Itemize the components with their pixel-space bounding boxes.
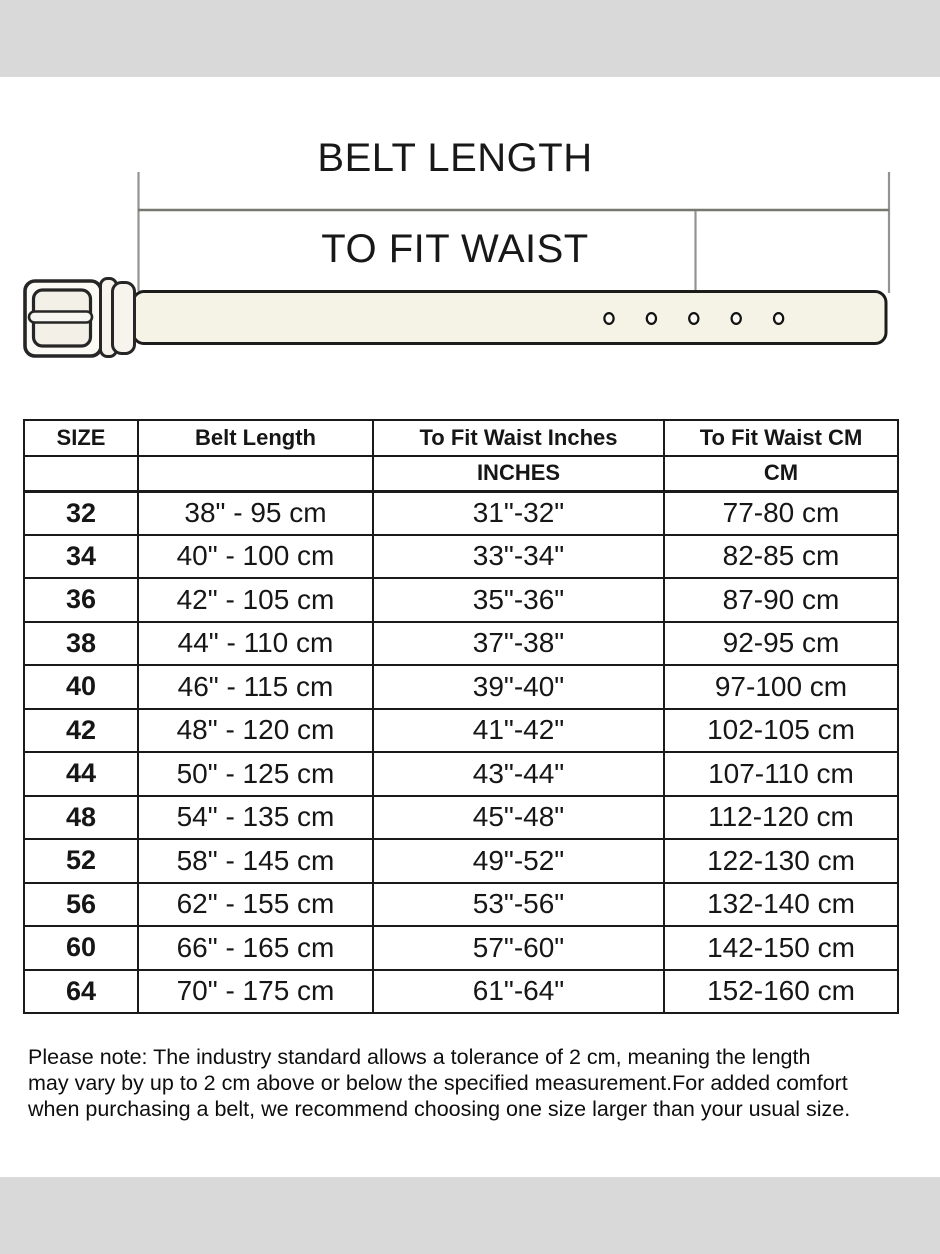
table-row: [24, 796, 898, 840]
table-row: [24, 970, 898, 1014]
size-cell: 42: [24, 709, 138, 753]
size-cell: 44: [24, 752, 138, 796]
belt-length-cell: 70" - 175 cm: [138, 970, 373, 1014]
belt-length-cell: 38" - 95 cm: [138, 491, 373, 535]
table-row: [24, 578, 898, 622]
size-cell: 48: [24, 796, 138, 840]
waist-cm-cell: 92-95 cm: [664, 622, 898, 666]
header-size: SIZE: [24, 420, 138, 456]
size-table-body: [24, 491, 898, 1013]
size-cell: 56: [24, 883, 138, 927]
waist-cm-cell: 77-80 cm: [664, 491, 898, 535]
waist-inches-cell: 33"-34": [373, 535, 664, 579]
belt-hole: [732, 313, 741, 324]
waist-inches-cell: 61"-64": [373, 970, 664, 1014]
table-subheader-row: [24, 456, 898, 491]
header-waist-cm: To Fit Waist CM: [664, 420, 898, 456]
size-cell: 40: [24, 665, 138, 709]
belt-length-label: BELT LENGTH: [317, 136, 593, 180]
note-line: may vary by up to 2 cm above or below the specified measurement.For added comfort: [28, 1071, 848, 1095]
buckle-prong: [29, 312, 92, 323]
belt-length-cell: 54" - 135 cm: [138, 796, 373, 840]
waist-inches-cell: 43"-44": [373, 752, 664, 796]
subheader-empty: [138, 456, 373, 491]
belt-length-cell: 44" - 110 cm: [138, 622, 373, 666]
waist-inches-cell: 39"-40": [373, 665, 664, 709]
subheader-cm: CM: [664, 456, 898, 491]
table-row: [24, 883, 898, 927]
waist-cm-cell: 97-100 cm: [664, 665, 898, 709]
waist-cm-cell: 102-105 cm: [664, 709, 898, 753]
size-cell: 36: [24, 578, 138, 622]
waist-inches-cell: 45"-48": [373, 796, 664, 840]
waist-cm-cell: 142-150 cm: [664, 926, 898, 970]
table-row: [24, 535, 898, 579]
belt-hole: [689, 313, 698, 324]
waist-cm-cell: 82-85 cm: [664, 535, 898, 579]
belt-length-cell: 40" - 100 cm: [138, 535, 373, 579]
waist-cm-cell: 132-140 cm: [664, 883, 898, 927]
table-row: [24, 926, 898, 970]
waist-inches-cell: 35"-36": [373, 578, 664, 622]
belt-length-cell: 58" - 145 cm: [138, 839, 373, 883]
table-row: [24, 491, 898, 535]
waist-cm-cell: 122-130 cm: [664, 839, 898, 883]
subheader-inches: INCHES: [373, 456, 664, 491]
size-cell: 64: [24, 970, 138, 1014]
size-cell: 60: [24, 926, 138, 970]
waist-cm-cell: 107-110 cm: [664, 752, 898, 796]
table-row: [24, 709, 898, 753]
table-header-row: [24, 420, 898, 456]
table-row: [24, 752, 898, 796]
size-cell: 38: [24, 622, 138, 666]
header-belt-length: Belt Length: [138, 420, 373, 456]
belt-length-cell: 66" - 165 cm: [138, 926, 373, 970]
size-cell: 32: [24, 491, 138, 535]
belt-length-cell: 42" - 105 cm: [138, 578, 373, 622]
size-cell: 34: [24, 535, 138, 579]
belt-hole: [647, 313, 656, 324]
note-line: when purchasing a belt, we recommend choosing one size larger than your usual size.: [28, 1097, 851, 1121]
waist-inches-cell: 41"-42": [373, 709, 664, 753]
note-line: Please note: The industry standard allows a tolerance of 2 cm, meaning the length: [28, 1045, 811, 1069]
waist-inches-cell: 49"-52": [373, 839, 664, 883]
waist-inches-cell: 53"-56": [373, 883, 664, 927]
table-row: [24, 622, 898, 666]
belt-keeper-loop: [113, 283, 135, 354]
belt-buckle: [25, 279, 135, 357]
waist-inches-cell: 57"-60": [373, 926, 664, 970]
belt-length-cell: 46" - 115 cm: [138, 665, 373, 709]
waist-inches-cell: 37"-38": [373, 622, 664, 666]
table-row: [24, 839, 898, 883]
size-cell: 52: [24, 839, 138, 883]
to-fit-waist-label: TO FIT WAIST: [321, 227, 589, 271]
belt-length-cell: 48" - 120 cm: [138, 709, 373, 753]
bottom-gray-band: [0, 1177, 940, 1254]
belt-hole: [604, 313, 613, 324]
table-row: [24, 665, 898, 709]
top-gray-band: [0, 0, 940, 77]
belt-length-cell: 50" - 125 cm: [138, 752, 373, 796]
waist-cm-cell: 112-120 cm: [664, 796, 898, 840]
belt-hole: [774, 313, 783, 324]
size-note: [28, 1044, 933, 1122]
waist-cm-cell: 152-160 cm: [664, 970, 898, 1014]
header-waist-inches: To Fit Waist Inches: [373, 420, 664, 456]
size-table: [23, 419, 899, 1014]
belt-illustration: [0, 155, 940, 380]
waist-cm-cell: 87-90 cm: [664, 578, 898, 622]
belt-length-cell: 62" - 155 cm: [138, 883, 373, 927]
subheader-empty: [24, 456, 138, 491]
waist-inches-cell: 31"-32": [373, 491, 664, 535]
